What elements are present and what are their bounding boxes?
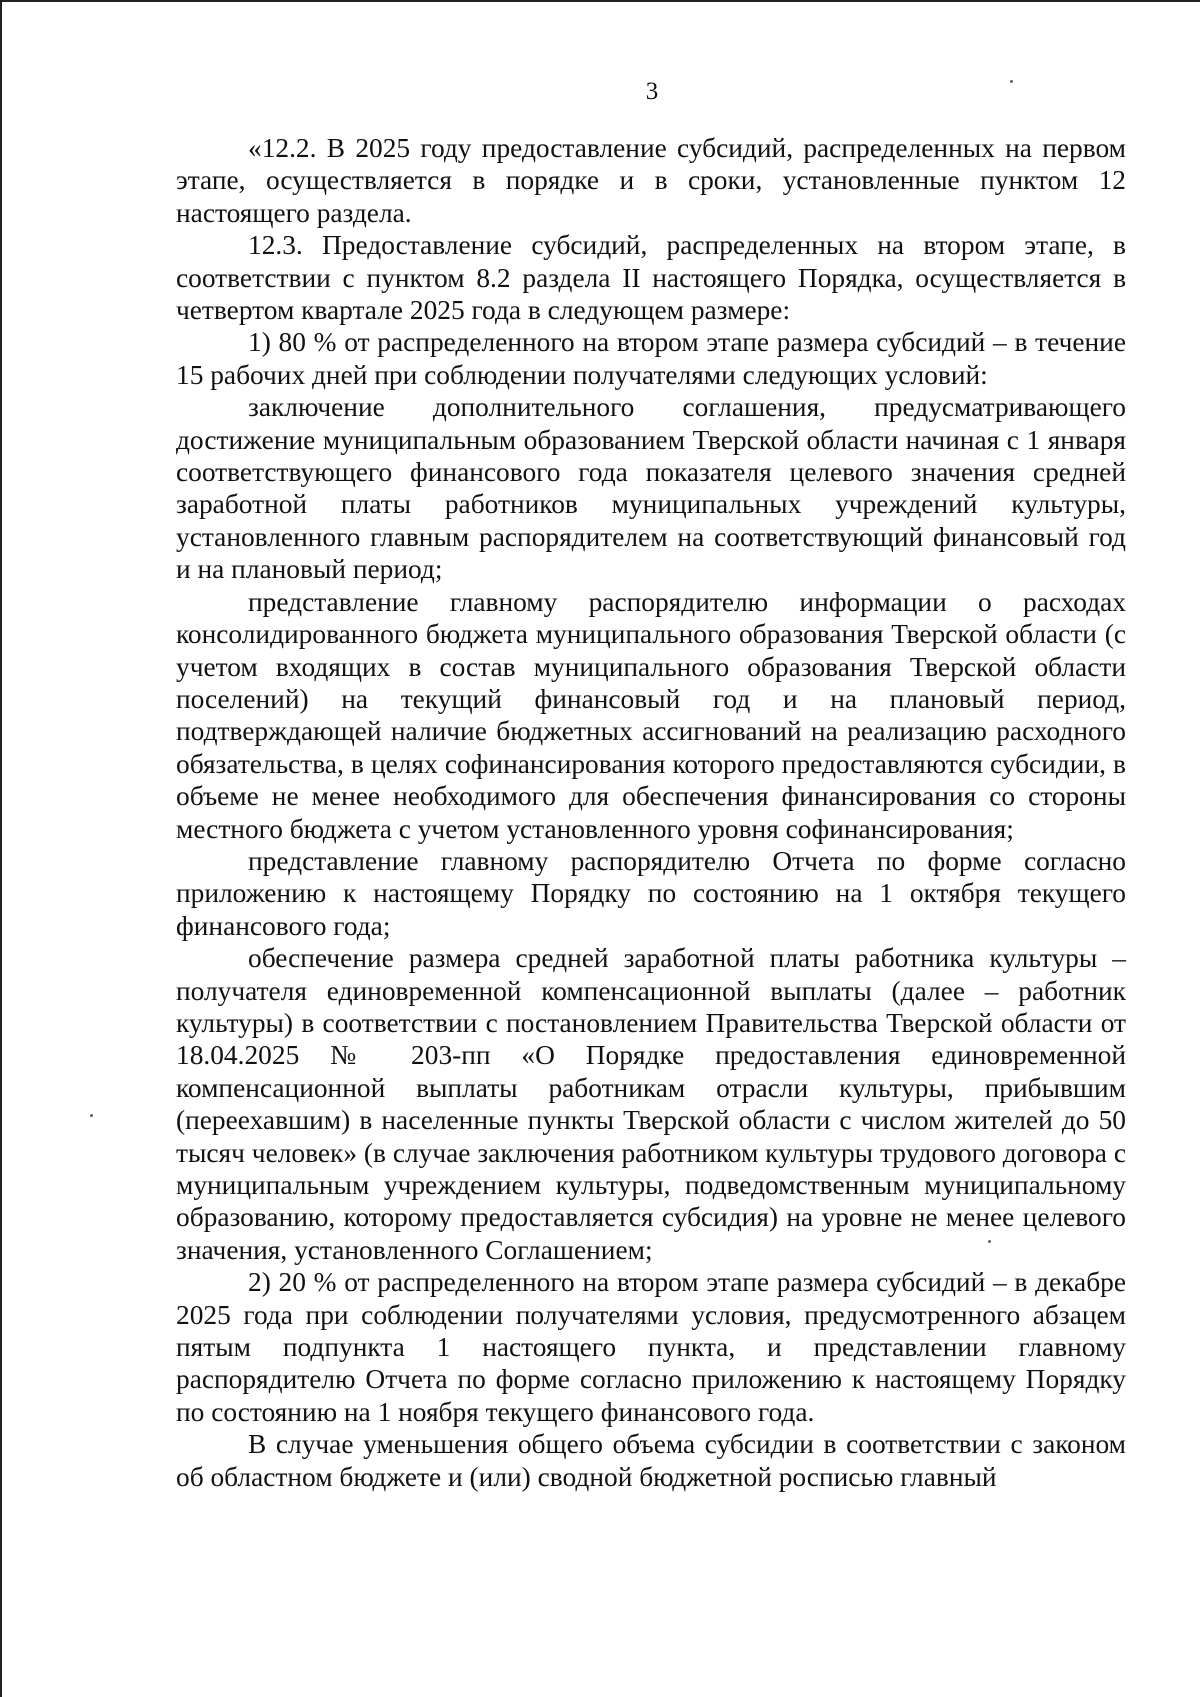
paragraph-condition-budget-info: представление главному распорядителю информации о расходах консолидированного бюджета муниципального образования Тверской области (с учетом входящих в состав муниципального образования Тверской области поселений) на текущий финансовый год и на плановый период, подтверждающей наличие бюджетных ассигнований на реализацию расходного обязательства, в целях софинансирования которого предоставляются субсидии, в объеме не менее необходимого для обеспечения финансирования со стороны местного бюджета с учетом установленного уровня софинансирования; bbox=[176, 586, 1126, 844]
page-number: 3 bbox=[645, 78, 659, 105]
paragraph-item-1: 1) 80 % от распределенного на втором этапе размера субсидий – в течение 15 рабочих дней при соблюдении получателями следующих условий: bbox=[176, 327, 1126, 390]
document-body bbox=[176, 132, 1126, 1493]
paragraph-reduction: В случае уменьшения общего объема субсидии в соответствии с законом об областном бюджете и (или) сводной бюджетной росписью главный bbox=[176, 1429, 1126, 1492]
paragraph-12-3: 12.3. Предоставление субсидий, распределенных на втором этапе, в соответствии с пунктом 8.2 раздела II настоящего Порядка, осуществляется в четвертом квартале 2025 года в следующем размере: bbox=[176, 230, 1126, 326]
paragraph-condition-salary: обеспечение размера средней заработной платы работника культуры – получателя единовременной компенсационной выплаты (далее – работник культуры) в соответствии с постановлением Правительства Тверской области от 18.04.2025 № 203-пп «О Порядке предоставления единовременной компенсационной выплаты работникам отрасли культуры, прибывшим (переехавшим) в населенные пункты Тверской области с числом жителей до 50 тысяч человек» (в случае заключения работником культуры трудового договора с муниципальным учреждением культуры, подведомственным муниципальному образованию, которому предоставляется субсидия) на уровне не менее целевого значения, установленного Соглашением; bbox=[176, 943, 1126, 1265]
paragraph-condition-agreement: заключение дополнительного соглашения, предусматривающего достижение муниципальным образованием Тверской области начиная с 1 января соответствующего финансового года показателя целевого значения средней заработной платы работников муниципальных учреждений культуры, установленного главным распорядителем на соответствующий финансовый год и на плановый период; bbox=[176, 392, 1126, 585]
scan-speck bbox=[90, 1114, 93, 1117]
paragraph-12-2: «12.2. В 2025 году предоставление субсидий, распределенных на первом этапе, осуществляется в порядке и в сроки, установленные пунктом 12 настоящего раздела. bbox=[176, 133, 1126, 228]
paragraph-item-2: 2) 20 % от распределенного на втором этапе размера субсидий – в декабре 2025 года при соблюдении получателями условия, предусмотренного абзацем пятым подпункта 1 настоящего пункта, и представлении главному распорядителю Отчета по форме согласно приложению к настоящему Порядку по состоянию на 1 ноября текущего финансового года. bbox=[176, 1267, 1126, 1427]
scan-speck bbox=[1010, 80, 1013, 83]
scan-speck bbox=[988, 1240, 991, 1243]
paragraph-condition-report: представление главному распорядителю Отчета по форме согласно приложению к настоящему Порядку по состоянию на 1 октября текущего финансового года; bbox=[176, 845, 1126, 941]
